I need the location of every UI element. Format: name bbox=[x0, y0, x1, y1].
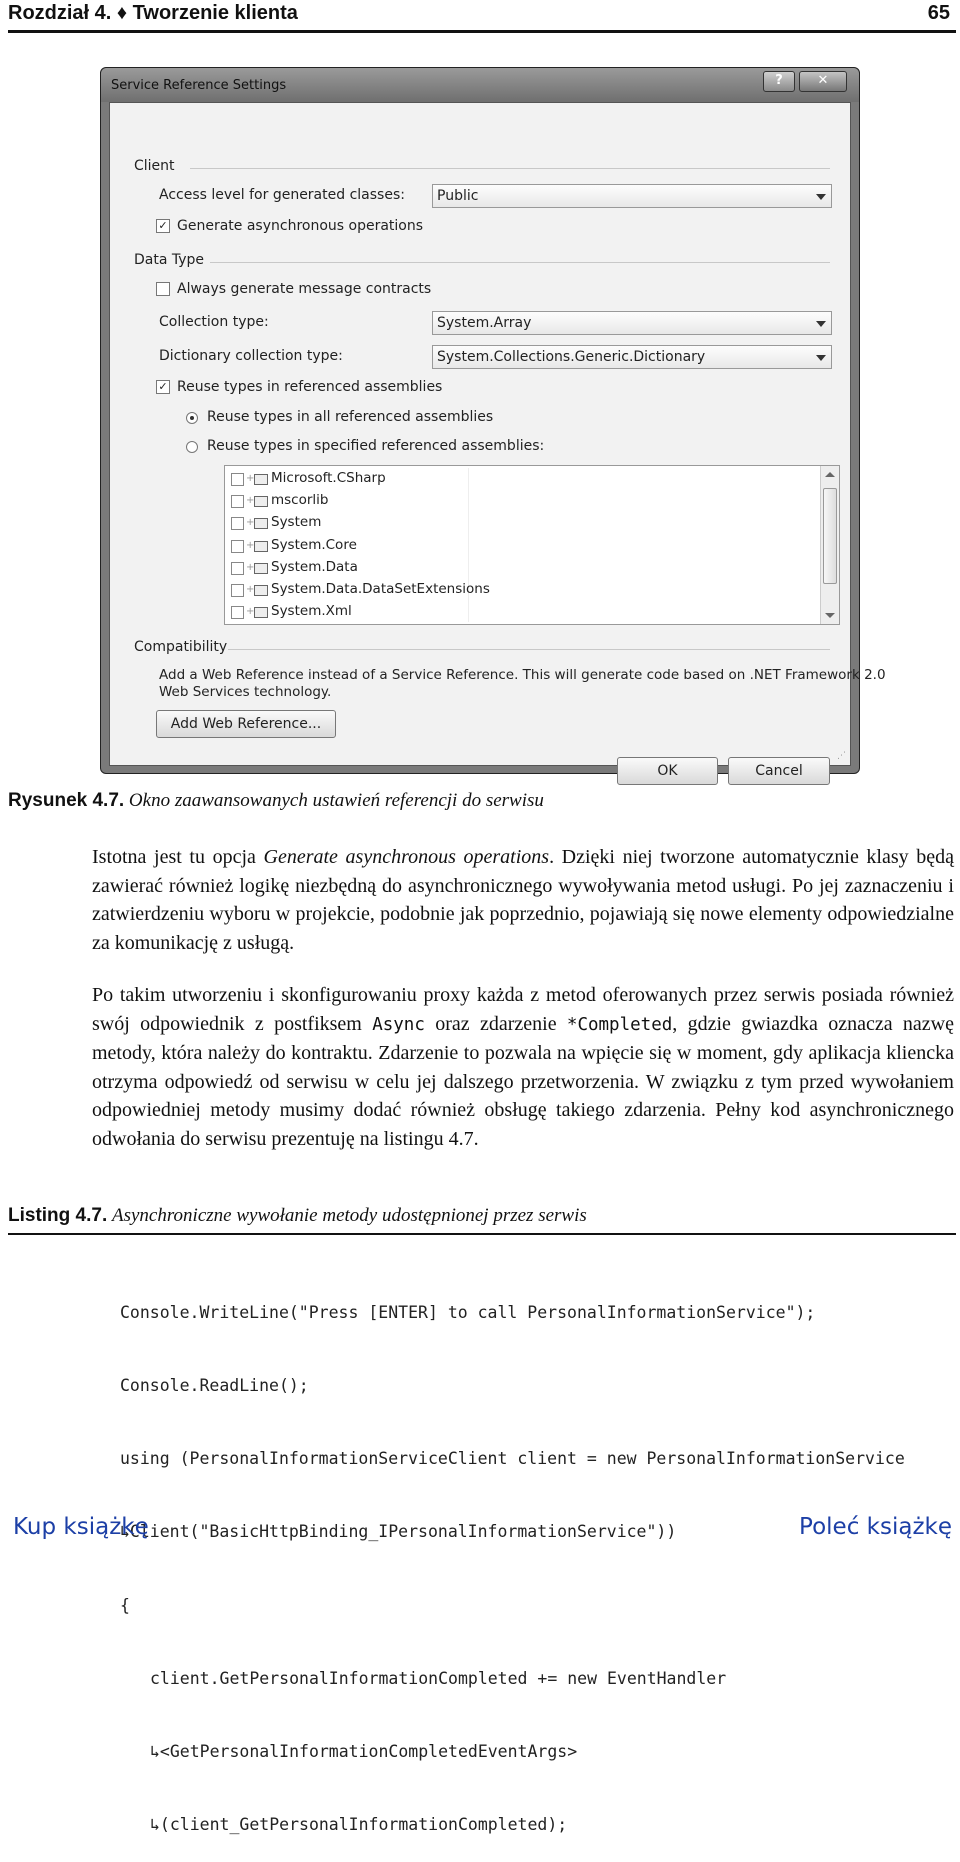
radio-selected-dot bbox=[190, 416, 194, 420]
ok-button[interactable]: OK bbox=[617, 757, 718, 785]
assembly-icon bbox=[254, 607, 268, 618]
assemblies-list[interactable] bbox=[224, 465, 840, 625]
inline-code-async: Async bbox=[372, 1014, 425, 1035]
paragraph-2-text-end: , gdzie gwiazdka oznacza nazwę metody, która należy do kontraktu. Zdarzenie to pozwala na wpięcie się w moment, gdy aplikacja kliencka otrzyma odpowiedź od serwisu w celu jej dalszego przetworzenia. W związku z tym przed wywołaniem odpowiedniej metody musimy dodać również obsługę takiego zdarzenia. Pełny kod asynchronicznego odwołania do serwisu prezentuję na listingu 4.7. bbox=[92, 1012, 954, 1150]
running-header bbox=[8, 0, 956, 33]
cancel-button[interactable]: Cancel bbox=[728, 757, 830, 785]
reuse-all-radio[interactable] bbox=[186, 412, 198, 424]
assembly-icon bbox=[254, 496, 268, 507]
reuse-types-label: Reuse types in referenced assemblies bbox=[177, 379, 443, 395]
assembly-checkbox[interactable] bbox=[231, 540, 244, 553]
scroll-up-icon[interactable] bbox=[825, 472, 835, 477]
code-line: { bbox=[120, 1595, 130, 1615]
inline-code-completed: *Completed bbox=[566, 1014, 673, 1035]
dictionary-type-dropdown[interactable] bbox=[432, 345, 832, 369]
assembly-checkbox[interactable] bbox=[231, 473, 244, 486]
compatibility-section-label: Compatibility bbox=[134, 639, 228, 655]
assembly-name: System.Xml bbox=[271, 603, 352, 619]
code-line: client.GetPersonalInformationCompleted += new EventHandler bbox=[150, 1668, 727, 1688]
tree-connector-icon: + bbox=[246, 562, 255, 573]
close-button[interactable]: ✕ bbox=[799, 71, 847, 92]
reuse-specified-label: Reuse types in specified referenced assemblies: bbox=[207, 438, 545, 454]
code-line: ↳Client("BasicHttpBinding_IPersonalInformationService")) bbox=[120, 1522, 677, 1542]
reuse-all-label: Reuse types in all referenced assemblies bbox=[207, 409, 494, 425]
listing-caption-text: Asynchroniczne wywołanie metody udostępnionej przez serwis bbox=[112, 1205, 587, 1226]
add-web-reference-button[interactable]: Add Web Reference... bbox=[156, 710, 336, 738]
collection-type-dropdown[interactable] bbox=[432, 311, 832, 335]
dictionary-type-label: Dictionary collection type: bbox=[159, 348, 343, 364]
window-title: Service Reference Settings bbox=[111, 78, 287, 93]
code-listing bbox=[120, 1252, 905, 1862]
section-divider bbox=[210, 262, 830, 263]
resize-grip-icon[interactable]: ⋰ bbox=[837, 751, 846, 761]
assembly-checkbox[interactable] bbox=[231, 562, 244, 575]
scroll-down-icon[interactable] bbox=[825, 613, 835, 618]
code-line: Console.WriteLine("Press [ENTER] to call PersonalInformationService"); bbox=[120, 1302, 816, 1322]
access-level-dropdown[interactable] bbox=[432, 184, 832, 208]
option-name: Generate asynchronous operations bbox=[263, 846, 550, 868]
assembly-name: System bbox=[271, 514, 322, 530]
access-level-value: Public bbox=[437, 188, 479, 204]
assembly-checkbox[interactable] bbox=[231, 584, 244, 597]
window-titlebar bbox=[101, 68, 859, 102]
always-generate-label: Always generate message contracts bbox=[177, 281, 432, 297]
code-line: using (PersonalInformationServiceClient client = new PersonalInformationService bbox=[120, 1449, 905, 1469]
data-type-section-label: Data Type bbox=[134, 252, 205, 268]
paragraph-1-text-continued: . Dzięki niej tworzone automatycznie klasy będą zawierać również logikę niezbędną do asynchronicznego wywoływania metod usługi. Po jej zaznaczeniu i zatwierdzeniu wyboru w projekcie, podobnie jak poprzednio, pojawiają się nowe elementy odpowiedzialne za komunikację z usługą. bbox=[92, 846, 955, 954]
listing-number: Listing 4.7. bbox=[8, 1205, 108, 1226]
assembly-icon bbox=[254, 563, 268, 574]
chevron-down-icon bbox=[816, 321, 826, 327]
tree-connector-icon: + bbox=[246, 517, 255, 528]
assembly-name: System.Data bbox=[271, 559, 358, 575]
section-divider bbox=[228, 649, 830, 650]
assembly-name: System.Data.DataSetExtensions bbox=[271, 581, 490, 597]
assembly-name: Microsoft.CSharp bbox=[271, 470, 386, 486]
figure-caption bbox=[8, 790, 544, 812]
assembly-checkbox[interactable] bbox=[231, 606, 244, 619]
compatibility-text-line2: Web Services technology. bbox=[159, 684, 332, 700]
service-reference-settings-window bbox=[100, 67, 886, 779]
assembly-name: System.Core bbox=[271, 537, 357, 553]
figure-number: Rysunek 4.7. bbox=[8, 790, 125, 811]
assembly-name: mscorlib bbox=[271, 492, 329, 508]
paragraph-2-text: Po takim utworzeniu i skonfigurowaniu proxy każda z metod oferowanych przez serwis posiada również swój odpowiednik z postfiksem bbox=[92, 984, 954, 1035]
client-section-label: Client bbox=[134, 158, 175, 174]
code-line: ↳(client_GetPersonalInformationCompleted); bbox=[150, 1815, 568, 1835]
assembly-icon bbox=[254, 585, 268, 596]
scroll-thumb[interactable] bbox=[823, 488, 837, 584]
listing-caption bbox=[8, 1205, 956, 1235]
paragraph-1-text: Istotna jest tu opcja bbox=[92, 846, 264, 868]
section-divider bbox=[190, 168, 830, 169]
buy-book-link[interactable]: Kup książkę bbox=[13, 1514, 149, 1540]
dictionary-type-value: System.Collections.Generic.Dictionary bbox=[437, 349, 706, 365]
code-line: Console.ReadLine(); bbox=[120, 1376, 309, 1396]
assembly-icon bbox=[254, 474, 268, 485]
tree-connector-icon: + bbox=[246, 540, 255, 551]
reuse-specified-radio[interactable] bbox=[186, 441, 198, 453]
chevron-down-icon bbox=[816, 355, 826, 361]
paragraph-2-text-mid: oraz zdarzenie bbox=[424, 1012, 567, 1035]
page-number: 65 bbox=[927, 2, 950, 24]
assembly-checkbox[interactable] bbox=[231, 517, 244, 530]
paragraph-1 bbox=[92, 843, 954, 957]
compatibility-text-line1: Add a Web Reference instead of a Service Reference. This will generate code based on .NET Framework 2.0 bbox=[159, 667, 886, 683]
reuse-types-checkbox[interactable]: ✓ bbox=[156, 380, 170, 394]
collection-type-label: Collection type: bbox=[159, 314, 269, 330]
dialog-body bbox=[109, 102, 886, 779]
code-line: ↳<GetPersonalInformationCompletedEventArgs> bbox=[150, 1742, 578, 1762]
generate-async-label: Generate asynchronous operations bbox=[177, 218, 424, 234]
chevron-down-icon bbox=[816, 194, 826, 200]
chapter-title: Rozdział 4. ♦ Tworzenie klienta bbox=[8, 2, 298, 24]
paragraph-2 bbox=[92, 981, 954, 1154]
tree-connector-icon: + bbox=[246, 495, 255, 506]
assembly-icon bbox=[254, 518, 268, 529]
assembly-checkbox[interactable] bbox=[231, 495, 244, 508]
always-generate-checkbox[interactable] bbox=[156, 282, 170, 296]
tree-connector-icon: + bbox=[246, 606, 255, 617]
figure-caption-text: Okno zaawansowanych ustawień referencji do serwisu bbox=[128, 790, 544, 811]
tree-connector-icon: + bbox=[246, 473, 255, 484]
tree-connector-icon: + bbox=[246, 584, 255, 595]
access-level-label: Access level for generated classes: bbox=[159, 187, 405, 203]
collection-type-value: System.Array bbox=[437, 315, 532, 331]
generate-async-checkbox[interactable]: ✓ bbox=[156, 219, 170, 233]
recommend-book-link[interactable]: Poleć książkę bbox=[799, 1514, 952, 1540]
assembly-icon bbox=[254, 541, 268, 552]
help-button[interactable]: ? bbox=[763, 71, 795, 92]
list-scrollbar[interactable] bbox=[820, 466, 839, 624]
column-separator bbox=[468, 468, 469, 622]
